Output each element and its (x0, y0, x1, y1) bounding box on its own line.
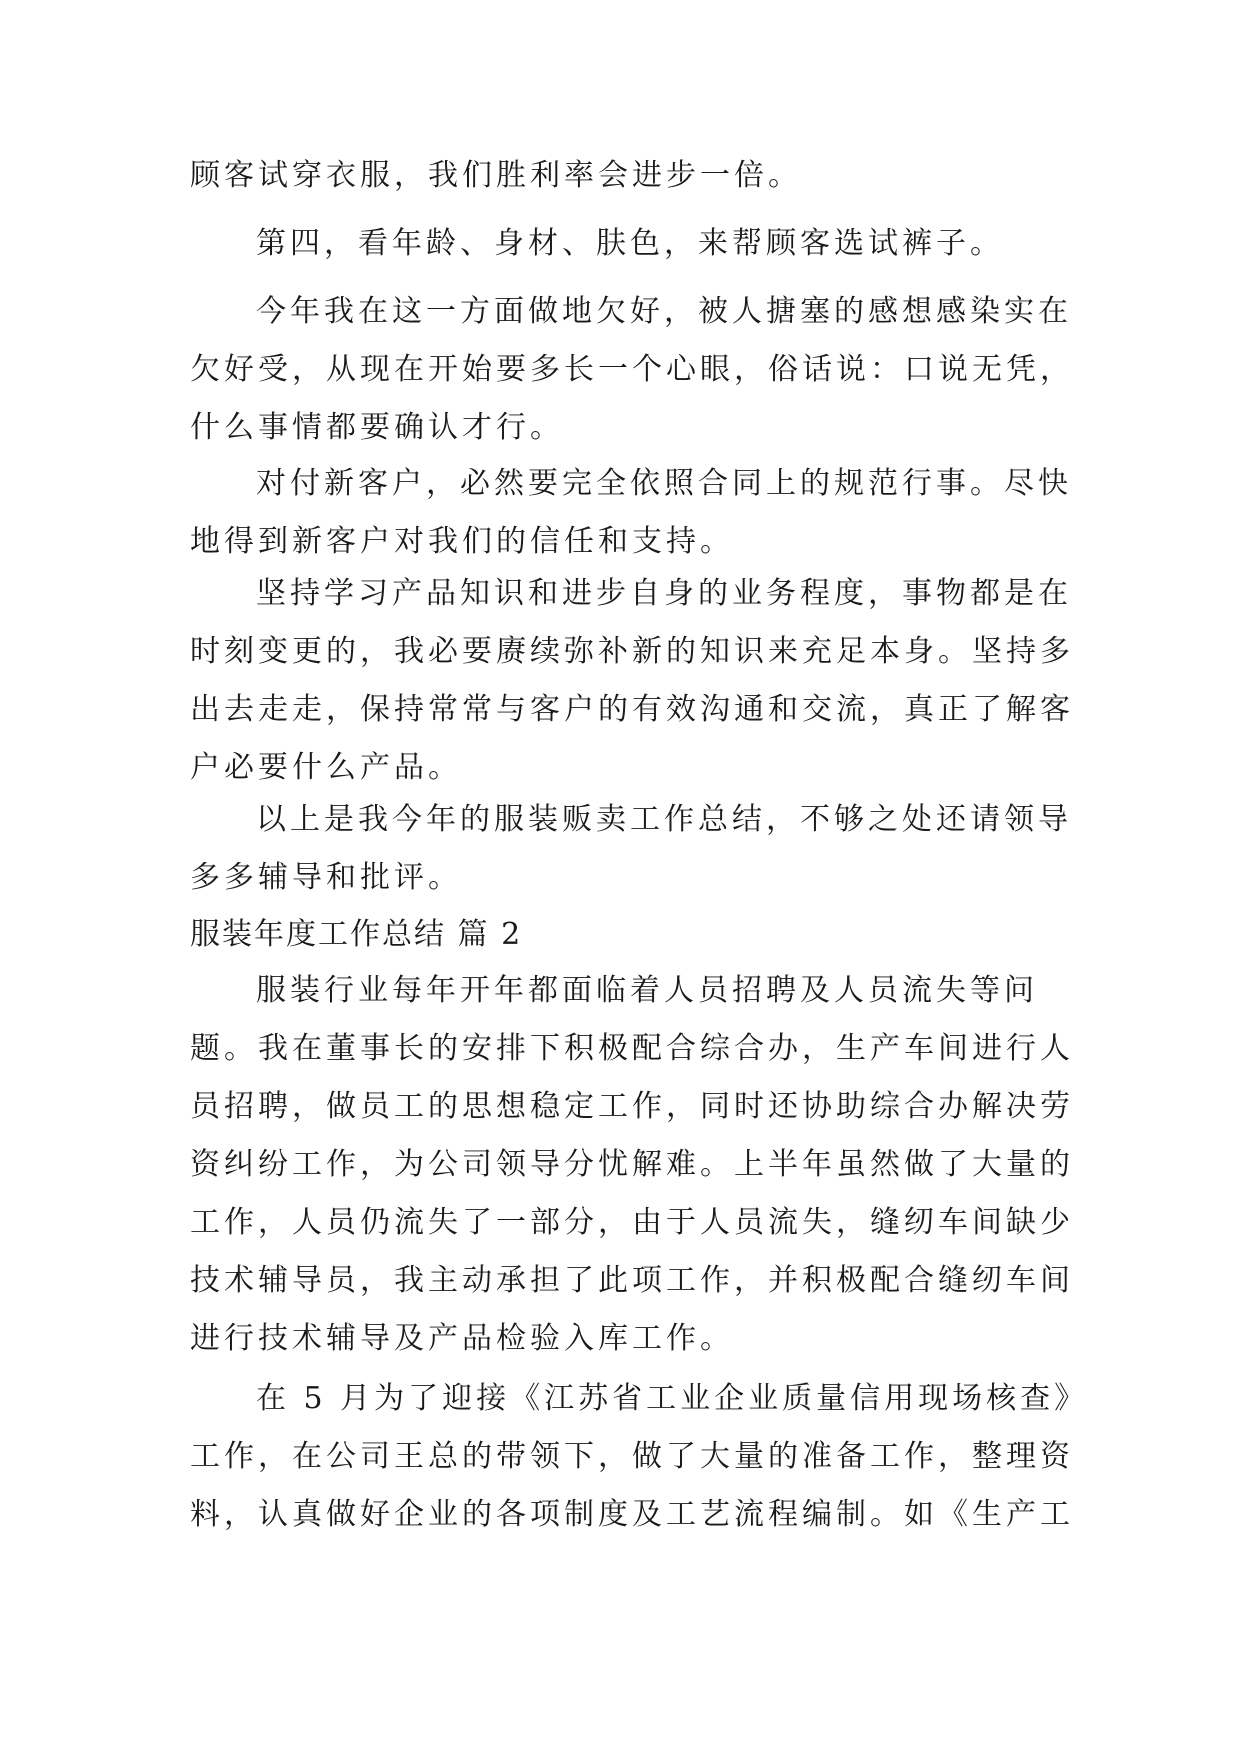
text-line: 资纠纷工作，为公司领导分忧解难。上半年虽然做了大量的 (190, 1147, 1074, 1182)
paragraph-learning (190, 565, 1074, 797)
paragraph-recruitment (190, 962, 1074, 1368)
text-line: 出去走走，保持常常与客户的有效沟通和交流，真正了解客 (190, 692, 1074, 727)
section-heading (190, 906, 1050, 964)
text-line: 服装行业每年开年都面临着人员招聘及人员流失等问 (256, 973, 1038, 1008)
text-line: 工作，在公司王总的带领下，做了大量的准备工作，整理资 (190, 1439, 1074, 1474)
paragraph-lesson-learned (190, 283, 1074, 457)
text-line: 顾客试穿衣服，我们胜利率会进步一倍。 (190, 158, 802, 193)
text-line: 技术辅导员，我主动承担了此项工作，并积极配合缝纫车间 (190, 1263, 1074, 1298)
text-line: 以上是我今年的服装贩卖工作总结，不够之处还请领导 (256, 802, 1072, 837)
text-line: 什么事情都要确认才行。 (190, 410, 564, 445)
paragraph-quality-inspection (190, 1370, 1089, 1544)
text-line: 工作，人员仍流失了一部分，由于人员流失，缝纫车间缺少 (190, 1205, 1074, 1240)
text-line: 多多辅导和批评。 (190, 860, 462, 895)
text-line: 今年我在这一方面做地欠好，被人搪塞的感想感染实在 (256, 294, 1072, 329)
text-line: 时刻变更的，我必要赓续弥补新的知识来充足本身。坚持多 (190, 634, 1074, 669)
paragraph-new-clients (190, 455, 1072, 571)
paragraph-conclusion (190, 791, 1072, 907)
section-title: 服装年度工作总结 篇 2 (190, 917, 523, 952)
text-line: 进行技术辅导及产品检验入库工作。 (190, 1321, 734, 1356)
text-line: 员招聘，做员工的思想稳定工作，同时还协助综合办解决劳 (190, 1089, 1074, 1124)
text-line: 对付新客户，必然要完全依照合同上的规范行事。尽快 (256, 466, 1072, 501)
paragraph-customer-fitting (190, 147, 1050, 205)
text-line: 欠好受，从现在开始要多长一个心眼，俗话说：口说无凭， (190, 352, 1074, 387)
text-line: 户必要什么产品。 (190, 750, 462, 785)
text-line: 料，认真做好企业的各项制度及工艺流程编制。如《生产工 (190, 1497, 1074, 1532)
text-line: 第四，看年龄、身材、肤色，来帮顾客选试裤子。 (256, 226, 1004, 261)
paragraph-fourth-point (190, 215, 1050, 273)
text-line: 题。我在董事长的安排下积极配合综合办，生产车间进行人 (190, 1031, 1074, 1066)
text-line: 地得到新客户对我们的信任和支持。 (190, 524, 734, 559)
text-line: 坚持学习产品知识和进步自身的业务程度，事物都是在 (256, 576, 1072, 611)
text-line: 在 5 月为了迎接《江苏省工业企业质量信用现场核查》 (256, 1381, 1089, 1416)
